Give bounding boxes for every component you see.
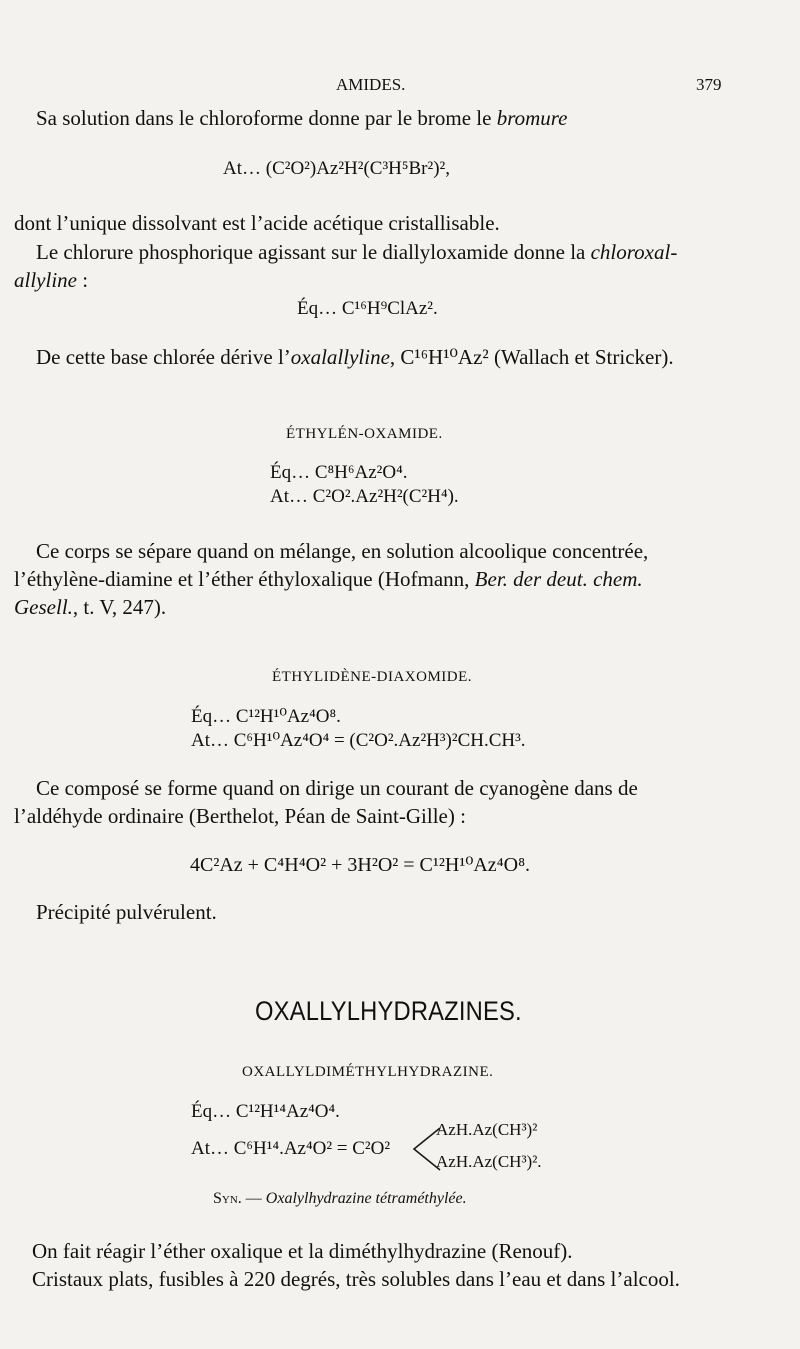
- formula-body: (C²O²)Az²H²(C³H⁵Br²)²,: [265, 158, 450, 179]
- paragraph-bromure: [36, 104, 568, 132]
- paragraph-oxalallyline: [36, 343, 674, 371]
- running-head-title: AMIDES.: [336, 75, 406, 94]
- paragraph-text: l’éthylène-diamine et l’éther éthyloxalique (Hofmann,: [14, 567, 475, 591]
- formula-body: C¹²H¹⁴Az⁴O⁴.: [235, 1101, 340, 1122]
- paragraph-ethylene-diamine-line2: [14, 565, 643, 593]
- formula-prefix: Éq…: [191, 706, 236, 727]
- paragraph-text: Sa solution dans le chloroforme donne par le brome le: [36, 106, 497, 130]
- formula-at-oxallyldimethylhydrazine: [191, 1138, 390, 1160]
- formula-body: C²O².Az²H²(C²H⁴).: [312, 486, 459, 507]
- paragraph-cyanogene-line1: Ce composé se forme quand on dirige un courant de cyanogène dans de: [36, 776, 638, 800]
- paragraph-chloroxalallyline-line2: [14, 266, 88, 294]
- formula-body: C⁶H¹⁴.Az⁴O² = C²O²: [233, 1138, 391, 1159]
- italic-citation: Gesell.: [14, 595, 73, 619]
- italic-term: oxalallyline: [290, 345, 390, 369]
- formula-bromure: [223, 158, 450, 180]
- formula-body: C⁶H¹⁰Az⁴O⁴ = (C²O².Az²H³)²CH.CH³.: [233, 730, 526, 751]
- paragraph-chloroxalallyline-line1: [36, 238, 677, 266]
- paragraph-text: De cette base chlorée dérive l’: [36, 345, 291, 369]
- formula-eq-oxallyldimethylhydrazine: [191, 1101, 340, 1123]
- formula-branch-upper: AzH.Az(CH³)²: [436, 1120, 538, 1139]
- synonym-label: Syn. —: [213, 1190, 266, 1207]
- paragraph-precipite: Précipité pulvérulent.: [36, 900, 217, 924]
- formula-prefix: At…: [191, 1138, 234, 1159]
- formula-body: C¹²H¹⁰Az⁴O⁸.: [235, 706, 341, 727]
- formula-body: C¹⁶H⁹ClAz².: [341, 298, 438, 319]
- page-number: 379: [696, 75, 722, 94]
- section-heading-ethylidene-diaxomide: ÉTHYLIDÈNE-DIAXOMIDE.: [272, 669, 473, 685]
- paragraph-ethylene-diamine-line1: Ce corps se sépare quand on mélange, en solution alcoolique concentrée,: [36, 539, 649, 563]
- section-heading-ethylen-oxamide: ÉTHYLÉN-OXAMIDE.: [286, 426, 443, 442]
- formula-body: C⁸H⁶Az²O⁴.: [314, 462, 408, 483]
- formula-eq-ethylen-oxamide: [270, 462, 407, 484]
- italic-term: chloroxal-: [590, 240, 678, 264]
- paragraph-text: , C¹⁶H¹⁰Az² (Wallach et Stricker).: [389, 345, 674, 369]
- formula-branch-lower: AzH.Az(CH³)².: [436, 1152, 542, 1171]
- italic-term: allyline: [14, 268, 77, 292]
- synonym-name: Oxalylhydrazine tétraméthylée.: [265, 1190, 467, 1207]
- formula-prefix: At…: [270, 486, 313, 507]
- section-heading-oxallylhydrazines: OXALLYLHYDRAZINES.: [255, 996, 522, 1026]
- formula-prefix: Éq…: [270, 462, 315, 483]
- paragraph-cyanogene-line2: l’aldéhyde ordinaire (Berthelot, Péan de Saint-Gille) :: [14, 804, 466, 828]
- formula-at-ethylidene: [191, 729, 526, 752]
- section-heading-oxallyldimethylhydrazine: OXALLYLDIMÉTHYLHYDRAZINE.: [242, 1064, 494, 1080]
- formula-prefix: Éq…: [297, 298, 342, 319]
- formula-chloroxalallyline: [297, 298, 438, 320]
- synonym-line: [213, 1190, 467, 1208]
- paragraph-ethylene-diamine-line3: [14, 593, 166, 621]
- formula-prefix: Éq…: [191, 1101, 236, 1122]
- paragraph-text: Le chlorure phosphorique agissant sur le diallyloxamide donne la: [36, 240, 591, 264]
- paragraph-renouf-line1: On fait réagir l’éther oxalique et la diméthylhydrazine (Renouf).: [32, 1239, 573, 1263]
- paragraph-text: :: [76, 268, 89, 292]
- formula-eq-ethylidene: [191, 705, 341, 728]
- formula-at-ethylen-oxamide: [270, 486, 459, 508]
- italic-term: bromure: [496, 106, 568, 130]
- formula-reaction: 4C²Az + C⁴H⁴O² + 3H²O² = C¹²H¹⁰Az⁴O⁸.: [190, 854, 531, 876]
- paragraph-renouf-line2: Cristaux plats, fusibles à 220 degrés, très solubles dans l’eau et dans l’alcool.: [32, 1267, 680, 1291]
- paragraph-text: , t. V, 247).: [72, 595, 167, 619]
- formula-prefix: At…: [191, 730, 234, 751]
- italic-citation: Ber. der deut. chem.: [474, 567, 643, 591]
- formula-prefix: At…: [223, 158, 266, 179]
- paragraph-solvent: dont l’unique dissolvant est l’acide acétique cristallisable.: [14, 211, 500, 235]
